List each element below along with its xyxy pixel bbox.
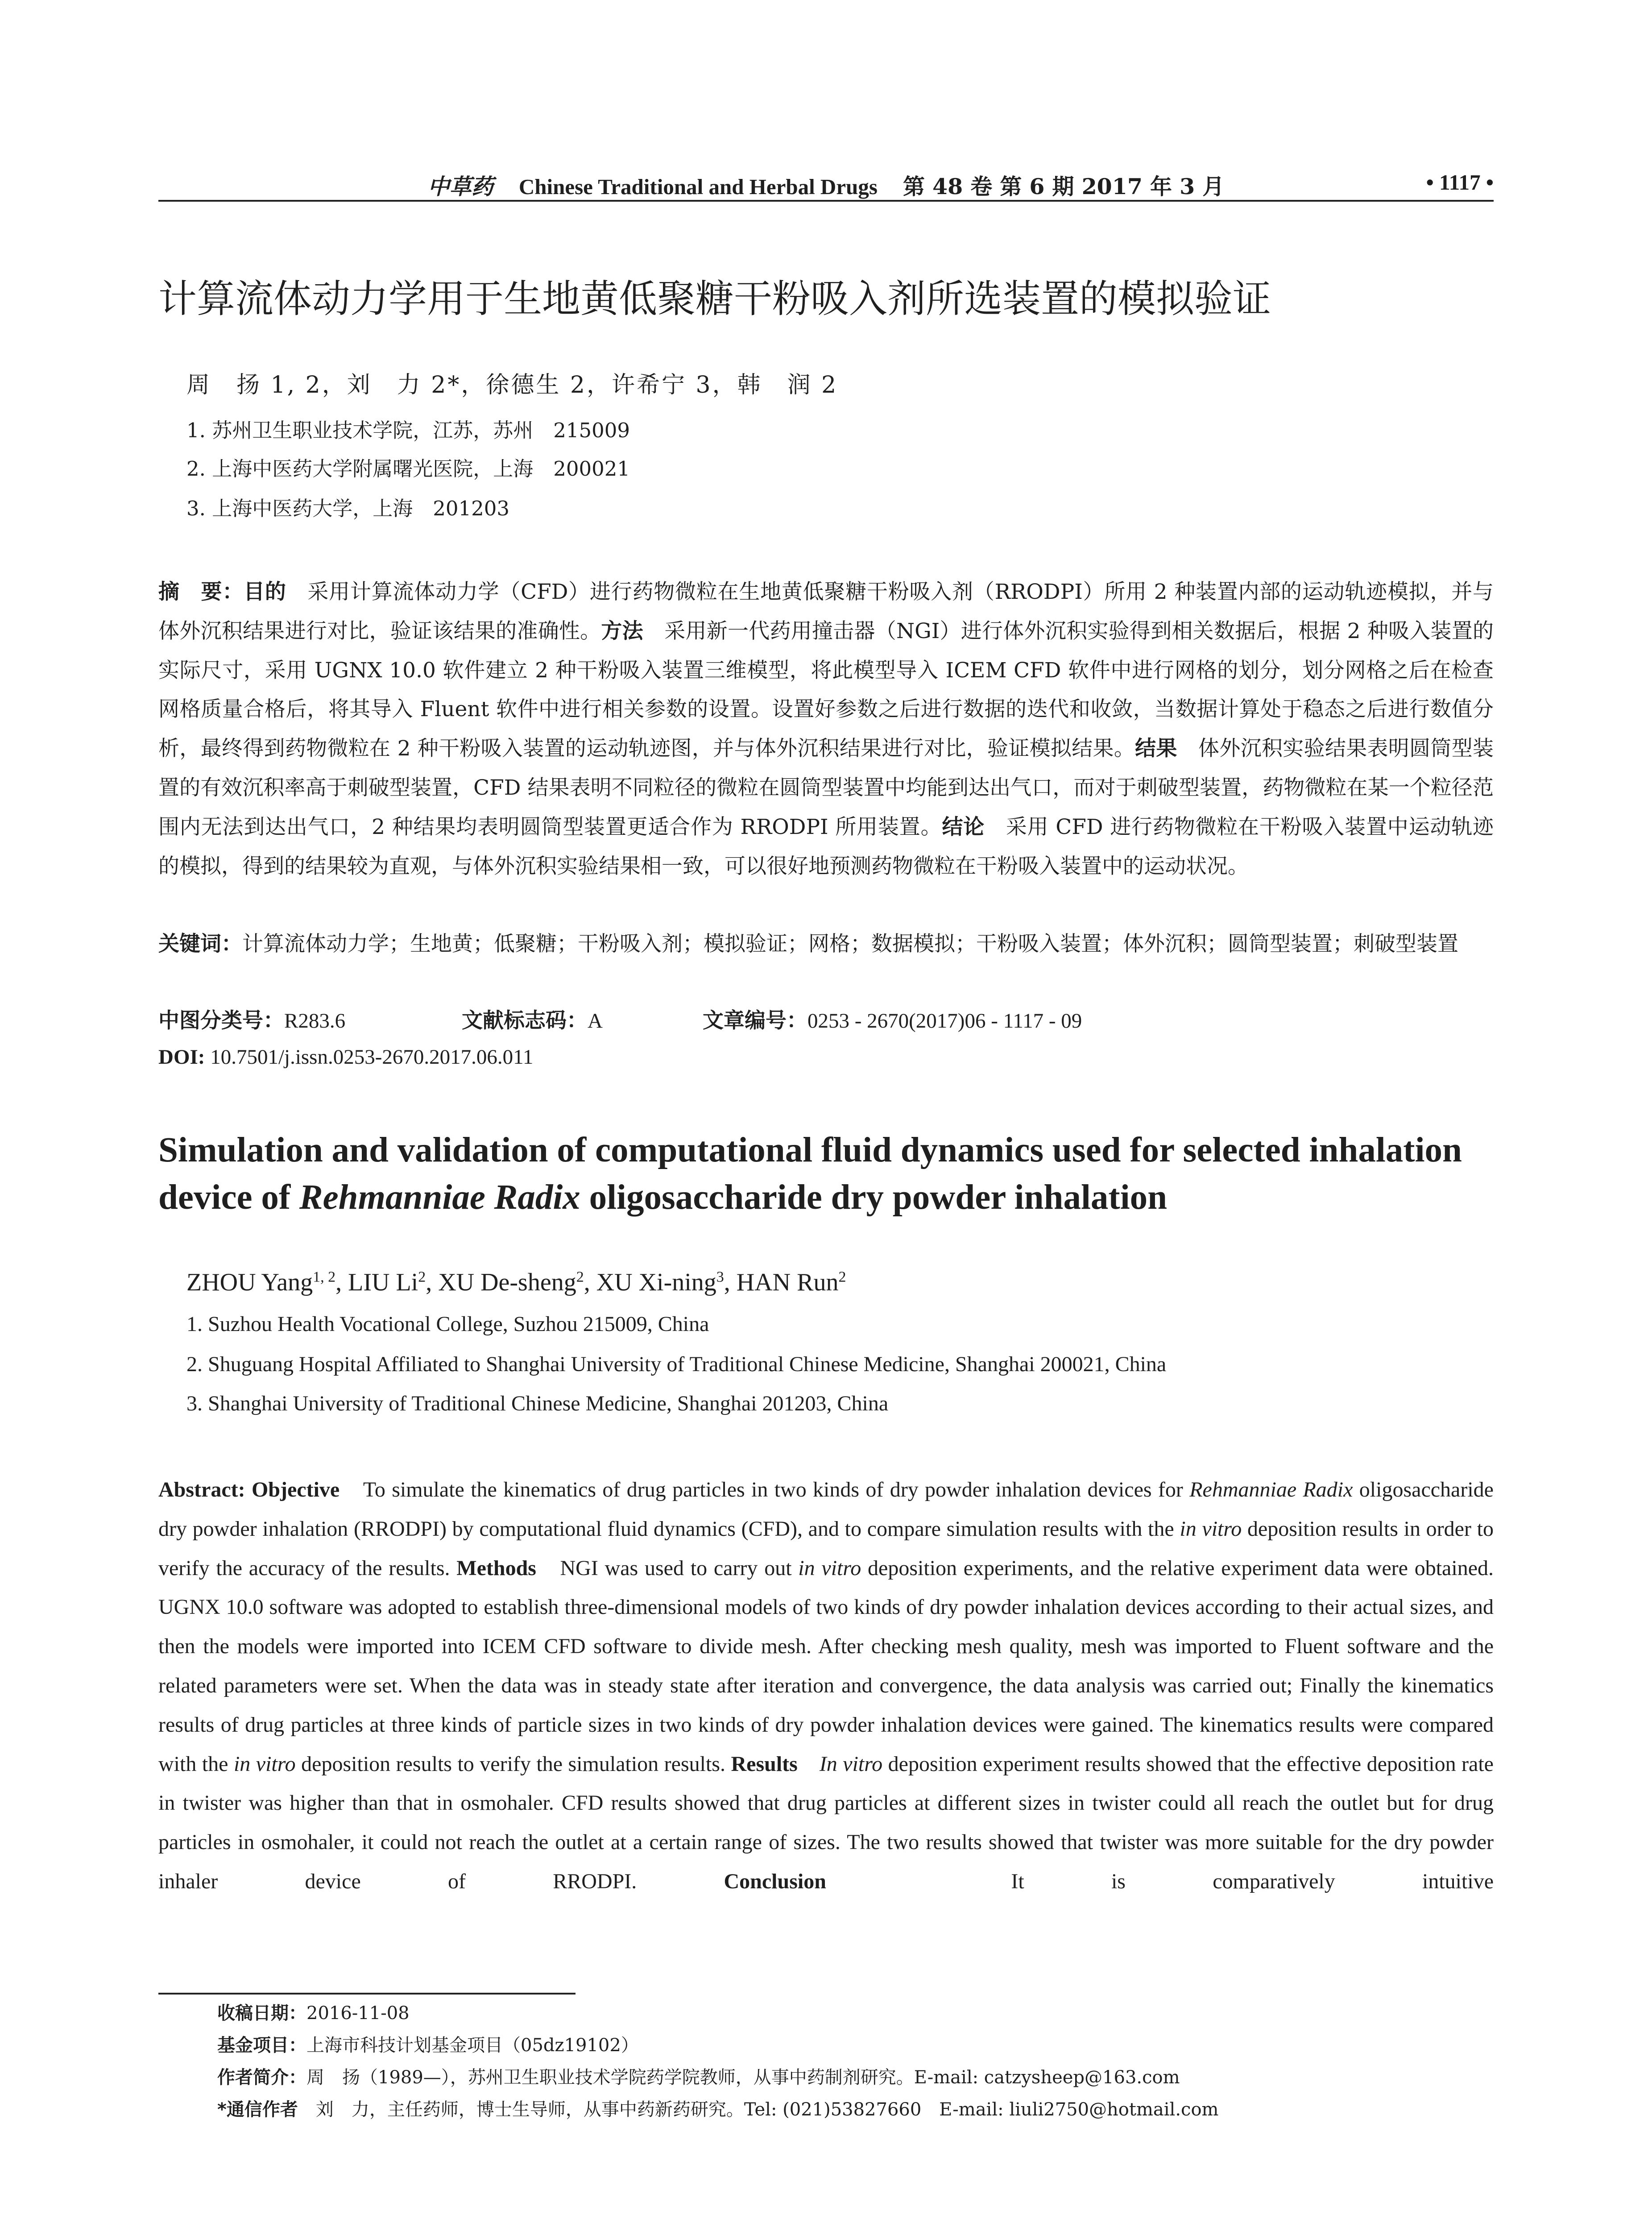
footnote-rule xyxy=(158,1993,576,1995)
header-rule xyxy=(158,200,1494,202)
en-objective-text-1: To simulate the kinematics of drug particles in two kinds of dry powder inhalation devices for xyxy=(340,1478,1190,1501)
en-abstract-label: Abstract: xyxy=(158,1478,245,1501)
footnote-fund xyxy=(217,2031,639,2057)
article-id-value: 0253 - 2670(2017)06 - 1117 - 09 xyxy=(807,1009,1082,1033)
classification-row xyxy=(158,1004,1082,1034)
en-author-5: HAN Run xyxy=(736,1269,839,1296)
cn-results-label: 结果 xyxy=(1135,736,1177,761)
journal-brand: 中草药 xyxy=(427,174,493,199)
en-in-vitro-4: In vitro xyxy=(819,1752,883,1776)
en-authors: ZHOU Yang$^{1, 2}$, LIU Li$^2$, XU De-sheng$^2$, XU Xi-ning$^3$, HAN Run$^2$ xyxy=(186,1269,846,1296)
en-author-2: LIU Li xyxy=(348,1269,418,1296)
cn-affiliation-2: 2. 上海中医药大学附属曙光医院，上海 200021 xyxy=(186,457,630,481)
en-methods-text-3: deposition results to verify the simulation results. xyxy=(295,1752,731,1776)
journal-header xyxy=(158,170,1494,201)
cn-conclusion-text: 采用 CFD 进行药物微粒在干粉吸入装置中运动轨迹的模拟，得到的结果较为直观，与体外沉积实验结果相一致，可以很好地预测药物微粒在干粉吸入装置中的运动状况。 xyxy=(158,814,1494,879)
cn-methods-label: 方法 xyxy=(601,618,643,643)
en-title xyxy=(158,1127,1497,1221)
en-in-vitro-3: in vitro xyxy=(233,1752,296,1776)
en-methods-label: Methods xyxy=(456,1556,536,1580)
en-author-3-sup: 2 xyxy=(576,1269,584,1286)
en-objective-text-2: oligosaccharide dry powder inhalation (RRODPI) by computational fluid dynamics (CFD), and to compare simulation results with the xyxy=(158,1478,1494,1541)
en-conclusion-label: Conclusion xyxy=(724,1869,826,1893)
cn-authors: 周 扬 1, 2，刘 力 2*，徐德生 2，许希宁 3，韩 润 2 xyxy=(186,372,838,398)
en-objective-text-3: deposition results in order to verify the accuracy of the results. xyxy=(158,1517,1494,1580)
cn-keywords xyxy=(158,925,1494,964)
en-methods-text-2: deposition experiments, and the relative experiment data were obtained. UGNX 10.0 software was adopted to establish three-dimensional models of two kinds of dry powder inhalation devices according to their actual sizes, and then the models were imported into ICEM CFD software to divide mesh. After checking mesh quality, mesh was imported to Fluent software and the related parameters were set. When the data was in steady state after iteration and convergence, the data analysis was carried out; Finally the kinematics results of drug particles at three kinds of particle sizes in two kinds of dry powder inhalation devices were gained. The kinematics results were compared with the xyxy=(158,1556,1494,1776)
en-objective-species: Rehmanniae Radix xyxy=(1189,1478,1353,1501)
cn-abstract xyxy=(158,572,1494,886)
clc-label: 中图分类号： xyxy=(158,1008,284,1033)
en-results-label: Results xyxy=(731,1752,798,1776)
cn-conclusion-label: 结论 xyxy=(942,814,985,839)
en-author-4-sup: 3 xyxy=(716,1269,724,1286)
en-author-1-sup: 1, 2 xyxy=(313,1269,336,1286)
en-title-italic: Rehmanniae Radix xyxy=(299,1178,580,1217)
cn-results-text: 体外沉积实验结果表明圆筒型装置的有效沉积率高于刺破型装置，CFD 结果表明不同粒径的微粒在圆筒型装置中均能到达出气口，而对于刺破型装置，药物微粒在某一个粒径范围内无法到达出气口，2 种结果均表明圆筒型装置更适合作为 RRODPI 所用装置。 xyxy=(158,736,1494,839)
en-conclusion-text: It is comparatively intuitive xyxy=(826,1869,1494,1893)
cn-title: 计算流体动力学用于生地黄低聚糖干粉吸入剂所选装置的模拟验证 xyxy=(158,277,1271,321)
footnote-author xyxy=(217,2063,1180,2089)
author-value: 周 扬（1989—），苏州卫生职业技术学院药学院教师，从事中药制剂研究。E-mail: catzysheep@163.com xyxy=(306,2067,1180,2088)
en-author-5-sup: 2 xyxy=(838,1269,846,1286)
page-number: • 1117 • xyxy=(1426,170,1494,195)
cn-objective-label: 目的 xyxy=(244,580,286,604)
clc-value: R283.6 xyxy=(284,1009,346,1033)
en-affiliation-2: 2. Shuguang Hospital Affiliated to Shanghai University of Traditional Chinese Medicine, Shanghai 200021, China xyxy=(186,1352,1167,1376)
en-abstract xyxy=(158,1470,1494,1901)
doc-code-label: 文献标志码： xyxy=(462,1008,588,1033)
en-author-4: XU Xi-ning xyxy=(596,1269,716,1296)
doi-value[interactable]: 10.7501/j.issn.0253-2670.2017.06.011 xyxy=(210,1045,534,1069)
cn-affiliation-1: 1. 苏州卫生职业技术学院，江苏，苏州 215009 xyxy=(186,419,630,442)
journal-issue: 第 48 卷 第 6 期 2017 年 3 月 xyxy=(903,174,1225,199)
en-objective-label: Objective xyxy=(251,1478,340,1501)
en-in-vitro-1: in vitro xyxy=(1180,1517,1242,1541)
en-affiliation-1: 1. Suzhou Health Vocational College, Suzhou 215009, China xyxy=(186,1312,709,1336)
doc-code-value: A xyxy=(588,1009,603,1033)
en-methods-text-1: NGI was used to carry out xyxy=(536,1556,799,1580)
footnote-corresponding xyxy=(217,2095,1218,2121)
en-author-3: XU De-sheng xyxy=(438,1269,576,1296)
journal-name: Chinese Traditional and Herbal Drugs xyxy=(518,174,878,199)
en-author-1: ZHOU Yang xyxy=(186,1269,313,1296)
fund-label: 基金项目： xyxy=(217,2035,306,2056)
cn-keywords-text: 计算流体动力学；生地黄；低聚糖；干粉吸入剂；模拟验证；网格；数据模拟；干粉吸入装置；体外沉积；圆筒型装置；刺破型装置 xyxy=(242,932,1458,956)
author-label: 作者简介： xyxy=(217,2067,306,2088)
footnote-received xyxy=(217,1999,410,2024)
cn-keywords-label: 关键词： xyxy=(158,932,242,956)
fund-value: 上海市科技计划基金项目（05dz19102） xyxy=(306,2035,639,2056)
corresponding-value: 刘 力，主任药师，博士生导师，从事中药新药研究。Tel: (021)53827660 E-mail: liuli2750@hotmail.com xyxy=(298,2099,1219,2120)
corresponding-label: *通信作者 xyxy=(217,2099,298,2120)
received-value: 2016-11-08 xyxy=(306,2003,410,2024)
received-label: 收稿日期： xyxy=(217,2003,306,2024)
cn-affiliation-3: 3. 上海中医药大学，上海 201203 xyxy=(186,497,510,520)
en-title-part2: oligosaccharide dry powder inhalation xyxy=(580,1178,1168,1217)
article-id-label: 文章编号： xyxy=(703,1008,807,1033)
en-results-text: deposition experiment results showed that the effective deposition rate in twister was higher than that in osmohaler. CFD results showed that drug particles at different sizes in twister could all reach the outlet but for drug particles in osmohaler, it could not reach the outlet at a certain range of sizes. The two results showed that twister was more suitable for the dry powder inhaler device of RRODPI. xyxy=(158,1752,1494,1893)
running-header xyxy=(158,166,1494,202)
en-title-part1: Simulation and validation of computational fluid dynamics used for selected inhalation device of xyxy=(158,1131,1462,1217)
cn-objective-text: 采用计算流体动力学（CFD）进行药物微粒在生地黄低聚糖干粉吸入剂（RRODPI）所用 2 种装置内部的运动轨迹模拟，并与体外沉积结果进行对比，验证该结果的准确性。 xyxy=(158,580,1494,643)
cn-methods-text: 采用新一代药用撞击器（NGI）进行体外沉积实验得到相关数据后，根据 2 种吸入装置的实际尺寸，采用 UGNX 10.0 软件建立 2 种干粉吸入装置三维模型，将此模型导入 ICEM CFD 软件中进行网格的划分，划分网格之后在检查网格质量合格后，将其导入 Fluent 软件中进行相关参数的设置。设置好参数之后进行数据的迭代和收敛，当数据计算处于稳态之后进行数值分析，最终得到药物微粒在 2 种干粉吸入装置的运动轨迹图，并与体外沉积结果进行对比，验证模拟结果。 xyxy=(158,618,1494,761)
doi-label: DOI: xyxy=(158,1045,205,1069)
en-in-vitro-2: in vitro xyxy=(798,1556,861,1580)
doi-row xyxy=(158,1045,533,1069)
en-affiliation-3: 3. Shanghai University of Traditional Chinese Medicine, Shanghai 201203, China xyxy=(186,1392,889,1415)
en-author-2-sup: 2 xyxy=(418,1269,426,1286)
cn-abstract-label: 摘 要： xyxy=(158,580,244,604)
